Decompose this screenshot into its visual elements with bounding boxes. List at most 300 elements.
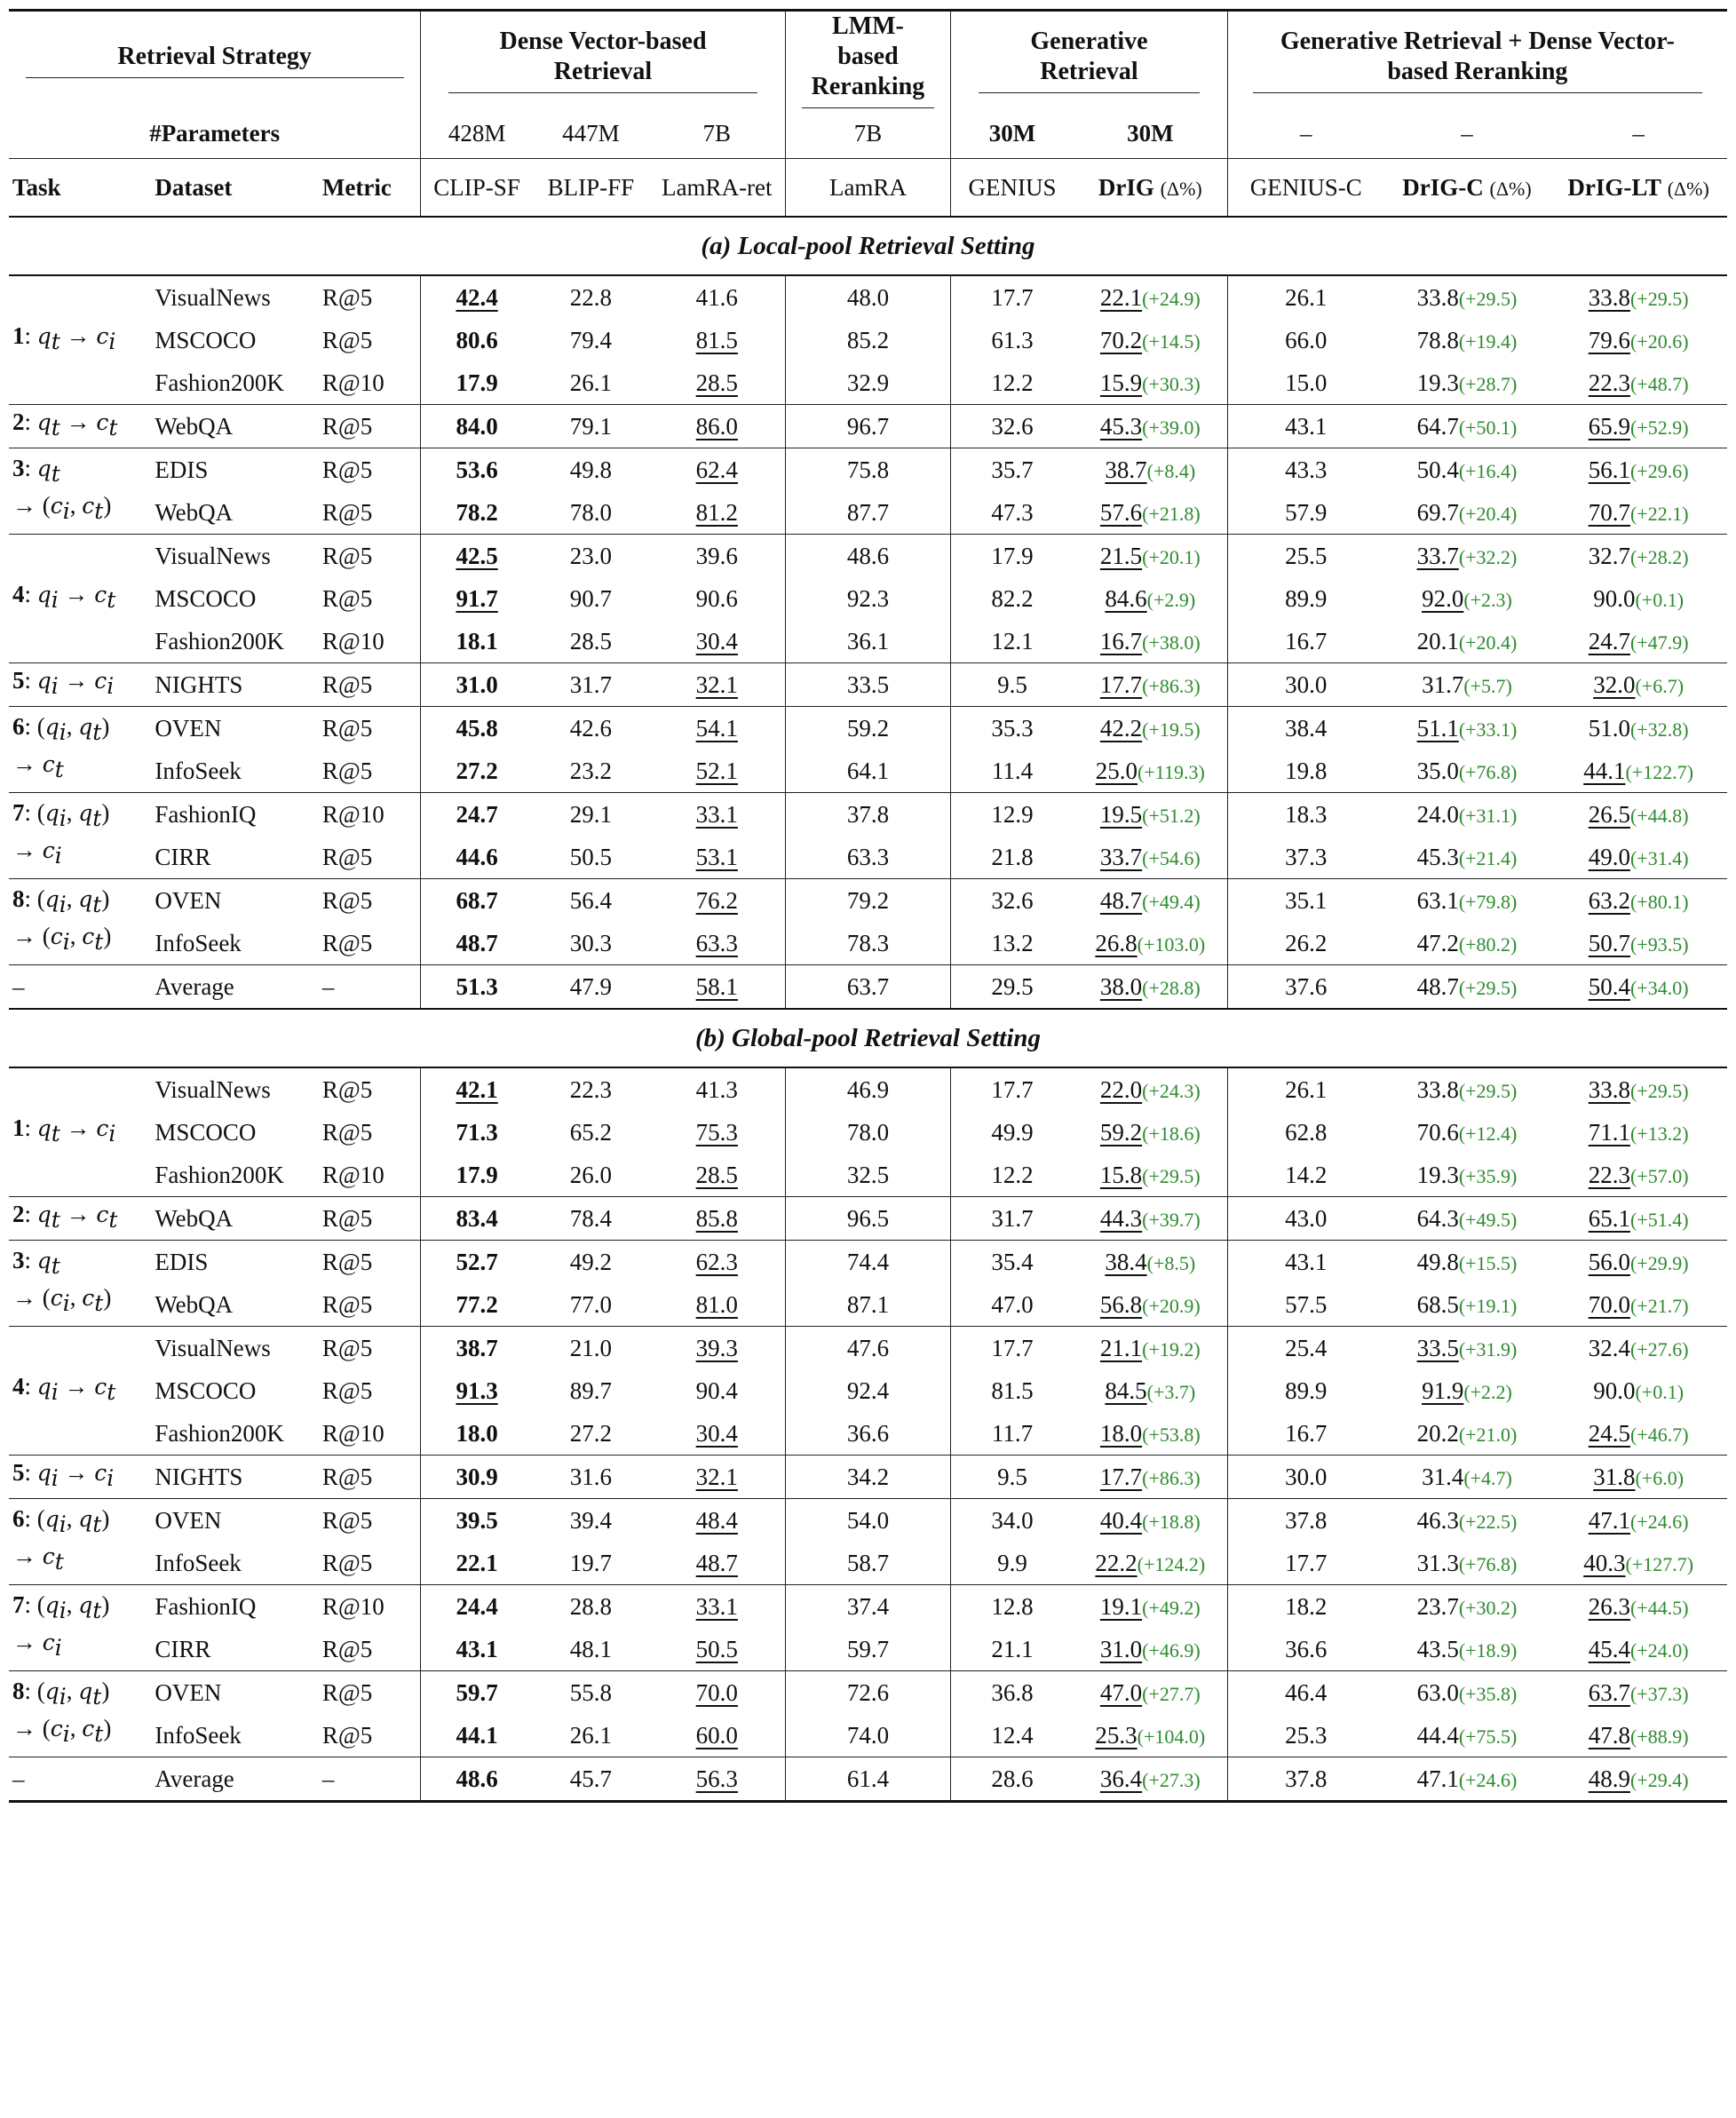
task-formula: : ($q_i$, $q_t$) → ($c_i$, $c_t$) (12, 1677, 112, 1748)
delta-value: (+46.7) (1629, 1423, 1689, 1446)
metric-cell: R@5 (321, 283, 373, 311)
value: 43.1 (1285, 412, 1328, 440)
delta-value: (+31.4) (1629, 846, 1689, 869)
value: 84.5 (1105, 1376, 1147, 1404)
value: 30.4 (695, 627, 738, 654)
value-cell (649, 577, 785, 620)
value-cell (1384, 1283, 1550, 1327)
value-cell (1227, 275, 1383, 319)
value: 47.0 (991, 1290, 1034, 1318)
value: 44.3 (1099, 1204, 1143, 1232)
dataset-cell: VisualNews (155, 1334, 271, 1361)
delta-value: (+48.7) (1629, 372, 1689, 395)
value: 25.5 (1285, 542, 1328, 569)
value-cell (533, 1628, 649, 1671)
value-cell (785, 707, 951, 750)
value-cell (649, 1154, 785, 1197)
value: 22.3 (1588, 1161, 1630, 1188)
value: 11.4 (991, 757, 1034, 784)
task-formula: : ($q_i$, $q_t$) → $c_i$ (12, 1590, 110, 1662)
value-cell (951, 663, 1074, 707)
value: 62.3 (695, 1248, 738, 1275)
value: 31.6 (569, 1463, 612, 1490)
table-row (9, 1542, 1727, 1585)
task-cell (9, 707, 155, 793)
value: 23.2 (569, 757, 612, 784)
value: 32.0 (1593, 670, 1636, 698)
dataset-cell: Fashion200K (155, 1161, 284, 1188)
value-cell (1074, 1067, 1227, 1111)
metric-cell: R@5 (321, 1376, 373, 1404)
value: 90.0 (1593, 1376, 1636, 1404)
delta-value: (+44.8) (1629, 804, 1689, 827)
value-cell (1074, 1369, 1227, 1412)
value-cell (533, 1369, 649, 1412)
value: 37.8 (1285, 1765, 1328, 1792)
task-cell (9, 1585, 155, 1671)
value: 9.5 (997, 670, 1027, 698)
value-cell (1227, 620, 1383, 663)
value-cell (785, 793, 951, 837)
delta-value: (+39.7) (1142, 1208, 1201, 1231)
value: 51.1 (1416, 714, 1459, 742)
value: 19.3 (1416, 369, 1459, 396)
task-cell (9, 1241, 155, 1327)
value: 18.2 (1285, 1592, 1328, 1620)
value: 38.4 (1105, 1248, 1147, 1275)
value: 62.4 (695, 456, 738, 483)
value: 41.6 (695, 283, 738, 311)
value: 30.0 (1285, 1463, 1328, 1490)
value: 46.4 (1285, 1678, 1328, 1706)
value-cell (785, 663, 951, 707)
table-row (9, 1628, 1727, 1671)
value-cell (533, 1241, 649, 1284)
value-cell (951, 1628, 1074, 1671)
metric-cell: R@5 (321, 929, 373, 956)
value-cell (1227, 1585, 1383, 1629)
value: 57.6 (1099, 498, 1143, 526)
value: 16.7 (1285, 627, 1328, 654)
section-header-row (9, 1009, 1727, 1067)
metric-cell: R@5 (321, 757, 373, 784)
value-cell (1227, 1456, 1383, 1499)
delta-value: (+8.4) (1146, 459, 1196, 482)
delta-value: (+119.3) (1138, 760, 1205, 783)
value: 57.9 (1285, 498, 1328, 526)
value-cell (1227, 1671, 1383, 1715)
dataset-cell: WebQA (155, 498, 234, 526)
delta-value: (+29.4) (1629, 1768, 1689, 1791)
value-cell (421, 750, 533, 793)
value-cell (649, 663, 785, 707)
model-name: CLIP-SF (433, 173, 520, 201)
delta-value: (+33.1) (1458, 718, 1518, 741)
value: 33.7 (1099, 843, 1143, 870)
value: 70.2 (1099, 326, 1143, 353)
table-row (9, 405, 1727, 448)
value: 33.8 (1416, 283, 1459, 311)
value: 20.1 (1416, 627, 1459, 654)
delta-value: (+18.9) (1458, 1638, 1518, 1662)
value-cell (1550, 707, 1727, 750)
value-cell (649, 1456, 785, 1499)
value-cell (951, 1412, 1074, 1456)
delta-value: (+30.2) (1458, 1596, 1518, 1619)
value: 81.5 (695, 326, 738, 353)
value-cell (785, 1369, 951, 1412)
value-cell (533, 663, 649, 707)
value-cell (649, 1197, 785, 1241)
value: 78.8 (1416, 326, 1459, 353)
value-cell (649, 879, 785, 923)
task-formula: : $q_t \to c_i$ (24, 1114, 116, 1147)
table-row (9, 1585, 1727, 1629)
value: 96.5 (846, 1204, 890, 1232)
metric-cell: R@5 (321, 326, 373, 353)
value-cell (1227, 1111, 1383, 1154)
value: 14.2 (1285, 1161, 1328, 1188)
value: 35.0 (1416, 757, 1459, 784)
table-row (9, 793, 1727, 837)
delta-value: (+28.7) (1458, 372, 1518, 395)
task-number: 1 (12, 1114, 25, 1141)
value-cell (785, 1628, 951, 1671)
value: 92.0 (1422, 584, 1464, 612)
model-header (1550, 159, 1727, 218)
value: 21.8 (991, 843, 1034, 870)
table-row (9, 1111, 1727, 1154)
value: 34.0 (991, 1506, 1034, 1534)
delta-value: (+4.7) (1463, 1466, 1512, 1489)
metric-cell: R@5 (321, 456, 373, 483)
value-cell (1384, 1067, 1550, 1111)
metric-cell: R@5 (321, 1248, 373, 1275)
table-row (9, 879, 1727, 923)
value-cell (785, 1154, 951, 1197)
delta-value: (+51.4) (1629, 1208, 1689, 1231)
value: 70.7 (1588, 498, 1630, 526)
dataset-cell: OVEN (155, 1678, 222, 1706)
value: 21.0 (569, 1334, 612, 1361)
value-cell (649, 1327, 785, 1370)
value: 23.0 (569, 542, 612, 569)
value-cell (649, 1628, 785, 1671)
value-cell (649, 707, 785, 750)
metric-cell: – (321, 1765, 335, 1792)
value-cell (951, 1067, 1074, 1111)
value: 63.7 (846, 972, 890, 1000)
value: 65.9 (1588, 412, 1630, 440)
model-header (1074, 159, 1227, 218)
results-table (9, 9, 1727, 1803)
value: 33.5 (846, 670, 890, 698)
group-genrr-label: Generative Retrieval + Dense Vector-based Reranking (1253, 27, 1702, 93)
value: 87.7 (846, 498, 890, 526)
value: 22.3 (1588, 369, 1630, 396)
value-cell (1550, 577, 1727, 620)
value: 42.6 (569, 714, 612, 742)
value-cell (1550, 663, 1727, 707)
delta-value: (+80.1) (1629, 890, 1689, 913)
value: 47.2 (1416, 929, 1459, 956)
value: 70.6 (1416, 1118, 1459, 1146)
value: 75.3 (695, 1118, 738, 1146)
value-cell (421, 1628, 533, 1671)
metric-cell: R@5 (321, 1334, 373, 1361)
delta-value: (+19.2) (1142, 1337, 1201, 1360)
table-row (9, 1499, 1727, 1543)
metric-cell: R@5 (321, 1678, 373, 1706)
value: 25.3 (1285, 1721, 1328, 1749)
value-cell (951, 1499, 1074, 1543)
value-cell (1227, 535, 1383, 578)
value-cell (421, 1714, 533, 1757)
value: 91.9 (1422, 1376, 1464, 1404)
delta-value: (+29.5) (1142, 1164, 1201, 1187)
value: 79.2 (846, 886, 890, 914)
table-row (9, 1067, 1727, 1111)
value-cell (533, 361, 649, 405)
delta-value: (+20.4) (1458, 502, 1518, 525)
value: 39.3 (695, 1334, 738, 1361)
value-cell (1074, 1412, 1227, 1456)
value-cell (421, 1499, 533, 1543)
value-cell (1074, 275, 1227, 319)
value-cell (951, 361, 1074, 405)
value: 32.5 (846, 1161, 890, 1188)
value-cell (1384, 1628, 1550, 1671)
value: 12.2 (991, 1161, 1034, 1188)
value: 17.7 (1099, 1463, 1143, 1490)
value: 81.5 (991, 1376, 1034, 1404)
value-cell (533, 577, 649, 620)
value-cell (951, 1241, 1074, 1284)
value: 45.3 (1099, 412, 1143, 440)
table-row (9, 620, 1727, 663)
delta-value: (+24.3) (1142, 1079, 1201, 1102)
value: 36.8 (991, 1678, 1034, 1706)
value-cell (533, 879, 649, 923)
value-cell (533, 1111, 649, 1154)
param-count: – (1227, 108, 1383, 159)
value: 78.3 (846, 929, 890, 956)
value-cell (1384, 879, 1550, 923)
delta-value: (+27.3) (1142, 1768, 1201, 1791)
value-cell (1074, 1197, 1227, 1241)
value: 90.7 (569, 584, 612, 612)
dataset-cell: InfoSeek (155, 929, 242, 956)
value: 60.0 (695, 1721, 738, 1749)
value-cell (951, 707, 1074, 750)
value-cell (1227, 1714, 1383, 1757)
delta-value: (+49.2) (1142, 1596, 1201, 1619)
value: 24.5 (1588, 1419, 1630, 1447)
value-cell (951, 1757, 1074, 1802)
dataset-cell: MSCOCO (155, 1376, 257, 1404)
value: 26.1 (569, 1721, 612, 1749)
task-number: 7 (12, 1590, 25, 1618)
value-cell (785, 1111, 951, 1154)
value: 76.2 (695, 886, 738, 914)
value-cell (1074, 1456, 1227, 1499)
value-cell (951, 275, 1074, 319)
value-cell (785, 965, 951, 1010)
value-cell (649, 1283, 785, 1327)
value: 59.2 (1099, 1118, 1143, 1146)
value: 9.9 (997, 1549, 1027, 1576)
task-formula: : $q_t \to c_t$ (24, 1200, 118, 1234)
table-row (9, 965, 1727, 1010)
value-cell (1384, 1714, 1550, 1757)
model-header (1227, 159, 1383, 218)
value: 48.1 (569, 1635, 612, 1662)
value: 65.1 (1588, 1204, 1630, 1232)
value: 56.8 (1099, 1290, 1143, 1318)
value-cell (1074, 1714, 1227, 1757)
value-cell (1550, 1111, 1727, 1154)
value-cell (1227, 663, 1383, 707)
delta-value: (+24.6) (1629, 1510, 1689, 1533)
value: 63.2 (1588, 886, 1630, 914)
value: 71.3 (456, 1118, 498, 1146)
model-name: LamRA (828, 173, 907, 201)
value-cell (1227, 750, 1383, 793)
value-cell (421, 1585, 533, 1629)
metric-cell: R@10 (321, 1161, 384, 1188)
value: 48.6 (456, 1765, 498, 1792)
value-cell (1384, 361, 1550, 405)
value: 27.2 (456, 757, 498, 784)
value: 48.4 (695, 1506, 738, 1534)
table-row (9, 663, 1727, 707)
value-cell (421, 1671, 533, 1715)
delta-value: (+104.0) (1137, 1725, 1206, 1748)
table-row (9, 922, 1727, 965)
value-cell (951, 319, 1074, 361)
value: 86.0 (695, 412, 738, 440)
section-title: (a) Local-pool Retrieval Setting (701, 231, 1035, 260)
value: 37.8 (846, 800, 890, 828)
value: 89.7 (569, 1376, 612, 1404)
value: 47.8 (1588, 1721, 1630, 1749)
value: 31.0 (1099, 1635, 1143, 1662)
value-cell (1384, 1585, 1550, 1629)
value-cell (1550, 361, 1727, 405)
value: 32.1 (695, 670, 738, 698)
value: 52.1 (695, 757, 738, 784)
value: 35.7 (991, 456, 1034, 483)
delta-value: (+35.9) (1458, 1164, 1518, 1187)
value: 19.3 (1416, 1161, 1459, 1188)
value-cell (951, 836, 1074, 879)
table-row (9, 1154, 1727, 1197)
task-cell (9, 663, 155, 707)
value: 61.4 (846, 1765, 890, 1792)
value-cell (1384, 1111, 1550, 1154)
value-cell (649, 535, 785, 578)
task-number: 3 (12, 454, 25, 481)
value: 31.7 (569, 670, 612, 698)
delta-value: (+76.8) (1458, 760, 1518, 783)
delta-value: (+24.9) (1142, 287, 1201, 310)
metric-cell: R@5 (321, 670, 373, 698)
delta-value: (+0.1) (1635, 588, 1684, 611)
value-cell (533, 448, 649, 492)
table-row (9, 1197, 1727, 1241)
value: 56.1 (1588, 456, 1630, 483)
value: 44.1 (1583, 757, 1626, 784)
value: 81.0 (695, 1290, 738, 1318)
value: 11.7 (991, 1419, 1034, 1447)
value-cell (785, 1412, 951, 1456)
value: 17.7 (991, 1334, 1034, 1361)
value-cell (1550, 965, 1727, 1010)
value-cell (649, 836, 785, 879)
value: 49.9 (991, 1118, 1034, 1146)
value: 24.7 (1588, 627, 1630, 654)
value-cell (1384, 405, 1550, 448)
value-cell (951, 1585, 1074, 1629)
value: 77.0 (569, 1290, 612, 1318)
value: 19.8 (1285, 757, 1328, 784)
value: 24.0 (1416, 800, 1459, 828)
task-cell (9, 405, 155, 448)
param-count: 447M (562, 119, 620, 147)
value: 78.4 (569, 1204, 612, 1232)
delta-value: (+19.5) (1142, 718, 1201, 741)
delta-value: (+49.4) (1142, 890, 1201, 913)
value: 53.1 (695, 843, 738, 870)
value-cell (1074, 1111, 1227, 1154)
value: 42.4 (456, 283, 498, 311)
value: 28.5 (695, 369, 738, 396)
table-row (9, 535, 1727, 578)
value-cell (1074, 836, 1227, 879)
value-cell (1227, 448, 1383, 492)
value: 19.7 (569, 1549, 612, 1576)
value: 42.2 (1099, 714, 1143, 742)
value-cell (649, 922, 785, 965)
delta-value: (+30.3) (1142, 372, 1201, 395)
value-cell (421, 922, 533, 965)
task-number: 8 (12, 1677, 25, 1704)
value: 44.6 (456, 843, 498, 870)
value-cell (421, 836, 533, 879)
value-cell (1227, 707, 1383, 750)
delta-value: (+93.5) (1629, 932, 1689, 956)
value: 41.3 (695, 1075, 738, 1103)
value: 28.8 (569, 1592, 612, 1620)
delta-value: (+21.8) (1142, 502, 1201, 525)
value-cell (649, 275, 785, 319)
group-dense-header (421, 11, 785, 109)
value: 33.5 (1416, 1334, 1459, 1361)
value-cell (421, 1456, 533, 1499)
value: 33.7 (1416, 542, 1459, 569)
value: 37.6 (1285, 972, 1328, 1000)
dataset-cell: CIRR (155, 843, 211, 870)
value-cell (1074, 965, 1227, 1010)
value-cell (1227, 1542, 1383, 1585)
delta-value: (+19.4) (1458, 329, 1518, 353)
value: 59.7 (846, 1635, 890, 1662)
value: 45.8 (456, 714, 498, 742)
value-cell (1074, 1283, 1227, 1327)
task-cell (9, 1499, 155, 1585)
value: 24.7 (456, 800, 498, 828)
metric-cell: R@5 (321, 584, 373, 612)
